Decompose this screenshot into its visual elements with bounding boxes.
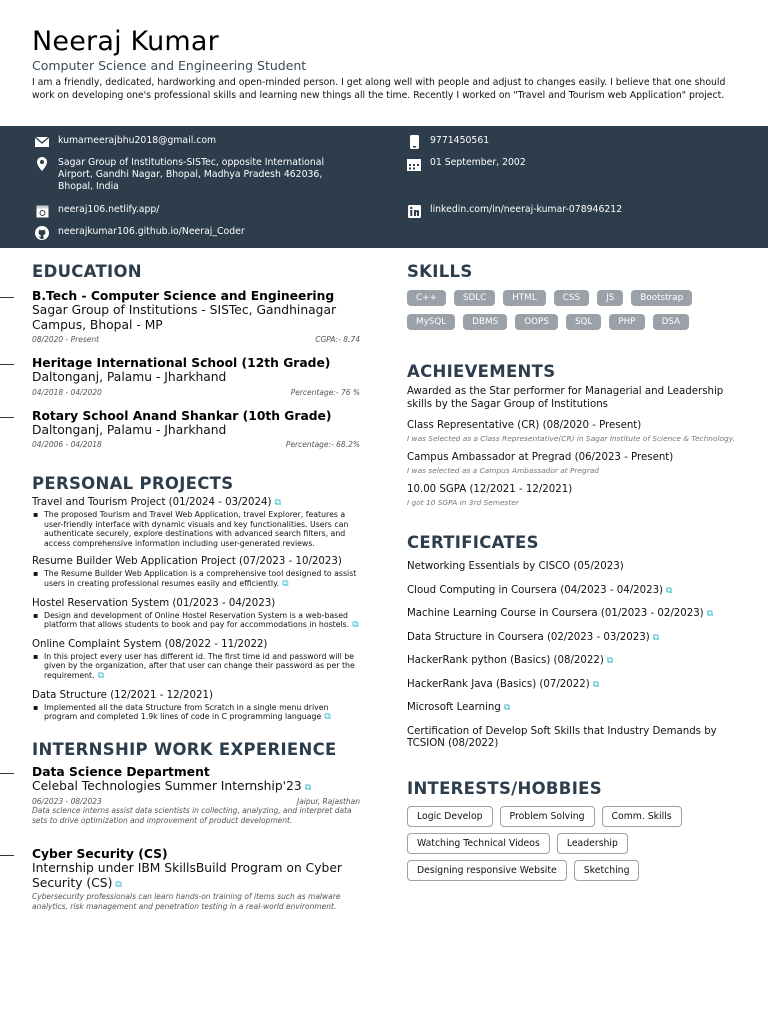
- project-title-text: Resume Builder Web Application Project (07/2023 - 10/2023): [32, 556, 342, 568]
- education-degree: B.Tech - Computer Science and Engineering: [32, 289, 335, 303]
- education-meta: [32, 440, 360, 449]
- project-title: [32, 690, 360, 701]
- project-title-text: Online Complaint System (08/2022 - 11/2022): [32, 638, 268, 650]
- timeline-marker: [0, 773, 14, 774]
- external-link-icon[interactable]: ⧉: [304, 782, 312, 793]
- external-link-icon[interactable]: ⧉: [706, 609, 714, 619]
- project-description: [32, 611, 360, 631]
- hobby-tag: Designing responsive Website: [407, 860, 567, 881]
- education-list: [32, 289, 360, 449]
- bullet-icon: ▪: [33, 610, 39, 620]
- contact-dob: [406, 157, 526, 171]
- education-dates: 04/2006 - 04/2018: [32, 440, 102, 449]
- resume-header: [32, 26, 742, 102]
- skill-tag: SQL: [566, 314, 601, 330]
- education-entry: [32, 409, 360, 450]
- email-text: kumarneerajbhu2018@gmail.com: [58, 135, 217, 146]
- hobby-tag: Logic Develop: [407, 806, 493, 827]
- timeline-marker: [0, 364, 14, 365]
- certificate-entry: [407, 679, 737, 692]
- project-desc-text: Design and development of Online Hostel Reservation System is a web-based platform that allows students to book and pay for accommodations in hostels.: [44, 610, 350, 630]
- project-desc-wrap: [44, 510, 360, 548]
- certificate-title: Data Structure in Coursera (02/2023 - 03/2023): [407, 631, 650, 643]
- work-meta: [32, 797, 360, 806]
- project-entry: [32, 497, 360, 548]
- bullet-icon: ▪: [33, 651, 39, 661]
- skill-tag: DSA: [653, 314, 690, 330]
- contact-linkedin[interactable]: [406, 204, 622, 218]
- work-description: Cybersecurity professionals can learn hands-on training of items such as malware analytics, risk management and penetration testing in a real-world environment.: [32, 892, 341, 911]
- project-desc-wrap: [44, 652, 360, 682]
- work-entry: [32, 765, 360, 826]
- contact-address: [34, 157, 334, 193]
- education-dates: 04/2018 - 04/2020: [32, 387, 102, 397]
- education-meta: [32, 335, 360, 344]
- hobbies-list: [407, 806, 737, 887]
- education-score: CGPA:- 8.74: [315, 335, 360, 344]
- certificate-title: Machine Learning Course in Coursera (01/2023 - 02/2023): [407, 608, 704, 619]
- certificate-entry: [407, 726, 737, 751]
- certificate-title: Microsoft Learning: [407, 702, 501, 713]
- certificates-list: [407, 561, 737, 751]
- contact-email[interactable]: [34, 135, 216, 149]
- certificate-title: HackerRank Java (Basics) (07/2022): [407, 678, 590, 690]
- achievements-list: [407, 386, 737, 507]
- projects-heading: PERSONAL PROJECTS: [32, 474, 234, 493]
- hobby-tag: Comm. Skills: [602, 806, 682, 827]
- skill-tag: DBMS: [463, 314, 507, 330]
- hobby-tag: Watching Technical Videos: [407, 833, 550, 854]
- achievement-title: Class Representative (CR) (08/2020 - Present): [407, 420, 642, 431]
- external-link-icon[interactable]: ⧉: [97, 670, 105, 681]
- external-link-icon[interactable]: ⧉: [503, 703, 511, 713]
- achievement-description: I got 10 SGPA in 3rd Semester: [407, 497, 519, 507]
- bullet-icon: ▪: [33, 510, 39, 519]
- project-desc-wrap: [44, 703, 360, 723]
- skill-tag: Bootstrap: [631, 290, 692, 306]
- project-desc-wrap: [44, 611, 360, 631]
- certificate-entry: [407, 608, 737, 621]
- certificate-title: Certification of Develop Soft Skills that Industry Demands by TCSION (08/2022): [407, 725, 717, 749]
- hobby-tag: Sketching: [574, 860, 640, 881]
- github-text: neerajkumar106.github.io/Neeraj_Coder: [58, 226, 245, 237]
- left-column: [32, 262, 360, 911]
- external-link-icon[interactable]: ⧉: [274, 498, 281, 508]
- certificate-entry: [407, 702, 737, 715]
- hobbies-heading: INTERESTS/HOBBIES: [407, 778, 602, 798]
- work-subtitle: [32, 861, 360, 892]
- phone-icon: [406, 135, 422, 149]
- education-degree: Heritage International School (12th Grade): [32, 356, 331, 370]
- timeline-marker: [0, 297, 14, 298]
- candidate-name: Neeraj Kumar: [32, 26, 219, 57]
- education-entry: [32, 289, 360, 344]
- dob-text: 01 September, 2002: [430, 157, 526, 168]
- work-subtitle-text: Internship under IBM SkillsBuild Program on Cyber Security (CS): [32, 861, 342, 890]
- certificates-heading: CERTIFICATES: [407, 533, 539, 552]
- contact-github[interactable]: [34, 226, 245, 240]
- right-column: [407, 262, 737, 887]
- phone-text: 9771450561: [430, 135, 490, 146]
- external-link-icon[interactable]: ⧉: [652, 632, 660, 643]
- external-link-icon[interactable]: ⧉: [666, 585, 673, 596]
- education-score: Percentage:- 76 %: [290, 387, 360, 397]
- location-pin-icon: [34, 157, 50, 171]
- work-location: Jaipur, Rajasthan: [296, 797, 360, 807]
- achievement-title: Awarded as the Star performer for Managerial and Leadership skills by the Sagar Group of Institutions: [407, 386, 724, 410]
- education-heading: EDUCATION: [32, 262, 142, 281]
- achievement-entry: [407, 484, 737, 507]
- contact-phone[interactable]: [406, 135, 489, 149]
- project-title: [32, 598, 360, 609]
- project-title: [32, 556, 360, 567]
- education-school: Daltonganj, Palamu - Jharkhand: [32, 370, 227, 384]
- skill-tag: MySQL: [407, 314, 455, 330]
- project-title-text: Hostel Reservation System (01/2023 - 04/2023): [32, 597, 276, 609]
- achievements-heading: ACHIEVEMENTS: [407, 362, 556, 381]
- external-link-icon[interactable]: ⧉: [352, 620, 359, 631]
- work-heading: INTERNSHIP WORK EXPERIENCE: [32, 739, 337, 759]
- linkedin-icon: [406, 204, 422, 218]
- address-text: Sagar Group of Institutions-SISTec, opposite International Airport, Gandhi Nagar, Bhopal, Madhya Pradesh 462036, Bhopal, India: [58, 157, 325, 192]
- skill-tag: PHP: [609, 314, 644, 330]
- education-score: Percentage:- 68.2%: [285, 440, 360, 449]
- certificate-entry: [407, 585, 737, 598]
- website-text: neeraj106.netlify.app/: [58, 204, 160, 215]
- project-description: [32, 652, 360, 682]
- education-dates: 08/2020 - Present: [32, 335, 100, 344]
- project-desc-text: The Resume Builder Web Application is a comprehensive tool designed to assist users in creating professional resumes easily and efficiently.: [44, 569, 357, 588]
- skill-tag: SDLC: [454, 290, 495, 306]
- work-subtitle: [32, 779, 360, 796]
- work-subtitle-text: Celebal Technologies Summer Internship'23: [32, 778, 302, 793]
- skill-tag: HTML: [503, 290, 545, 306]
- project-desc-text: Implemented all the data Structure from Scratch in a single menu driven program and completed 1.9k lines of code in C programming language: [44, 702, 329, 722]
- skills-list: [407, 290, 737, 338]
- achievement-title: Campus Ambassador at Pregrad (06/2023 - Present): [407, 452, 674, 463]
- projects-list: [32, 497, 360, 723]
- work-title: Data Science Department: [32, 764, 210, 779]
- certificate-entry: [407, 561, 737, 574]
- external-link-icon[interactable]: ⧉: [115, 879, 122, 890]
- education-school: Daltonganj, Palamu - Jharkhand: [32, 422, 227, 437]
- project-desc-text: In this project every user has different id. The first time id and password will be given by the organization, after that user can change their password as per the requirement.: [44, 651, 355, 680]
- website-icon: [34, 204, 50, 218]
- external-link-icon[interactable]: ⧉: [606, 656, 614, 666]
- certificate-title: Cloud Computing in Coursera (04/2023 - 04/2023): [407, 584, 664, 596]
- education-meta: [32, 388, 360, 397]
- certificate-title: HackerRank python (Basics) (08/2022): [407, 655, 604, 666]
- hobby-tag: Problem Solving: [500, 806, 595, 827]
- contact-website[interactable]: [34, 204, 159, 218]
- skill-tag: C++: [407, 290, 446, 306]
- education-degree: Rotary School Anand Shankar (10th Grade): [32, 408, 332, 423]
- linkedin-text: linkedin.com/in/neeraj-kumar-078946212: [430, 204, 623, 215]
- external-link-icon[interactable]: ⧉: [282, 578, 289, 589]
- achievement-entry: [407, 386, 737, 411]
- achievement-entry: [407, 420, 737, 443]
- summary-text: I am a friendly, dedicated, hardworking and open-minded person. I get along well with people and adjust to changes easily. I believe that one should work on developing one's professional skills and learning new things all the time. Recently I worked on "Travel and Tourism web Application" project.: [32, 77, 726, 101]
- project-title: [32, 639, 360, 650]
- mail-icon: [34, 135, 50, 149]
- project-entry: [32, 690, 360, 723]
- project-title-text: Travel and Tourism Project (01/2024 - 03/2024): [32, 497, 272, 508]
- certificate-title: Networking Essentials by CISCO (05/2023): [407, 561, 624, 572]
- timeline-marker: [0, 417, 14, 418]
- skill-tag: CSS: [554, 290, 589, 306]
- education-school: Sagar Group of Institutions - SISTec, Gandhinagar Campus, Bhopal - MP: [32, 303, 337, 332]
- work-title: Cyber Security (CS): [32, 847, 168, 862]
- work-list: [32, 765, 360, 912]
- project-entry: [32, 556, 360, 589]
- github-icon: [34, 226, 50, 240]
- certificate-entry: [407, 632, 737, 645]
- project-entry: [32, 639, 360, 682]
- achievement-title: 10.00 SGPA (12/2021 - 12/2021): [407, 484, 573, 495]
- bullet-icon: ▪: [33, 702, 39, 712]
- candidate-role: Computer Science and Engineering Student: [32, 58, 307, 73]
- skills-heading: SKILLS: [407, 262, 473, 281]
- skill-tag: OOPS: [515, 314, 558, 330]
- calendar-icon: [406, 157, 422, 171]
- work-dates: 06/2023 - 08/2023: [32, 797, 102, 807]
- project-title: [32, 497, 360, 508]
- external-link-icon[interactable]: ⧉: [324, 712, 331, 723]
- education-entry: [32, 356, 360, 397]
- project-desc-text: The proposed Tourism and Travel Web Application, travel Explorer, features a user-friendly interface with dynamic visuals and key functionalities. Users can authenticate securely, explore destinations with advanced search filters, and access comprehensive information including user-generated reviews.: [44, 510, 349, 548]
- bullet-icon: ▪: [33, 569, 39, 579]
- hobby-tag: Leadership: [557, 833, 628, 854]
- achievement-description: I was Selected as a Class Representative(CR) in Sagar Institute of Science & Technology.: [407, 433, 735, 443]
- achievement-entry: [407, 452, 737, 475]
- contact-bar: [0, 126, 768, 248]
- project-desc-wrap: [44, 569, 360, 589]
- project-description: [32, 569, 360, 589]
- certificate-entry: [407, 655, 737, 668]
- achievement-description: I was selected as a Campus Ambassador at Pregrad: [407, 465, 599, 475]
- external-link-icon[interactable]: ⧉: [592, 679, 600, 690]
- work-entry: [32, 847, 360, 911]
- project-entry: [32, 598, 360, 631]
- work-description: Data science interns assist data scientists in collecting, analyzing, and interpret data sets to drive optimization and improvement of product development.: [32, 806, 352, 825]
- timeline-marker: [0, 855, 14, 856]
- project-description: [32, 510, 360, 548]
- project-title-text: Data Structure (12/2021 - 12/2021): [32, 689, 213, 701]
- project-description: [32, 703, 360, 723]
- skill-tag: JS: [597, 290, 623, 306]
